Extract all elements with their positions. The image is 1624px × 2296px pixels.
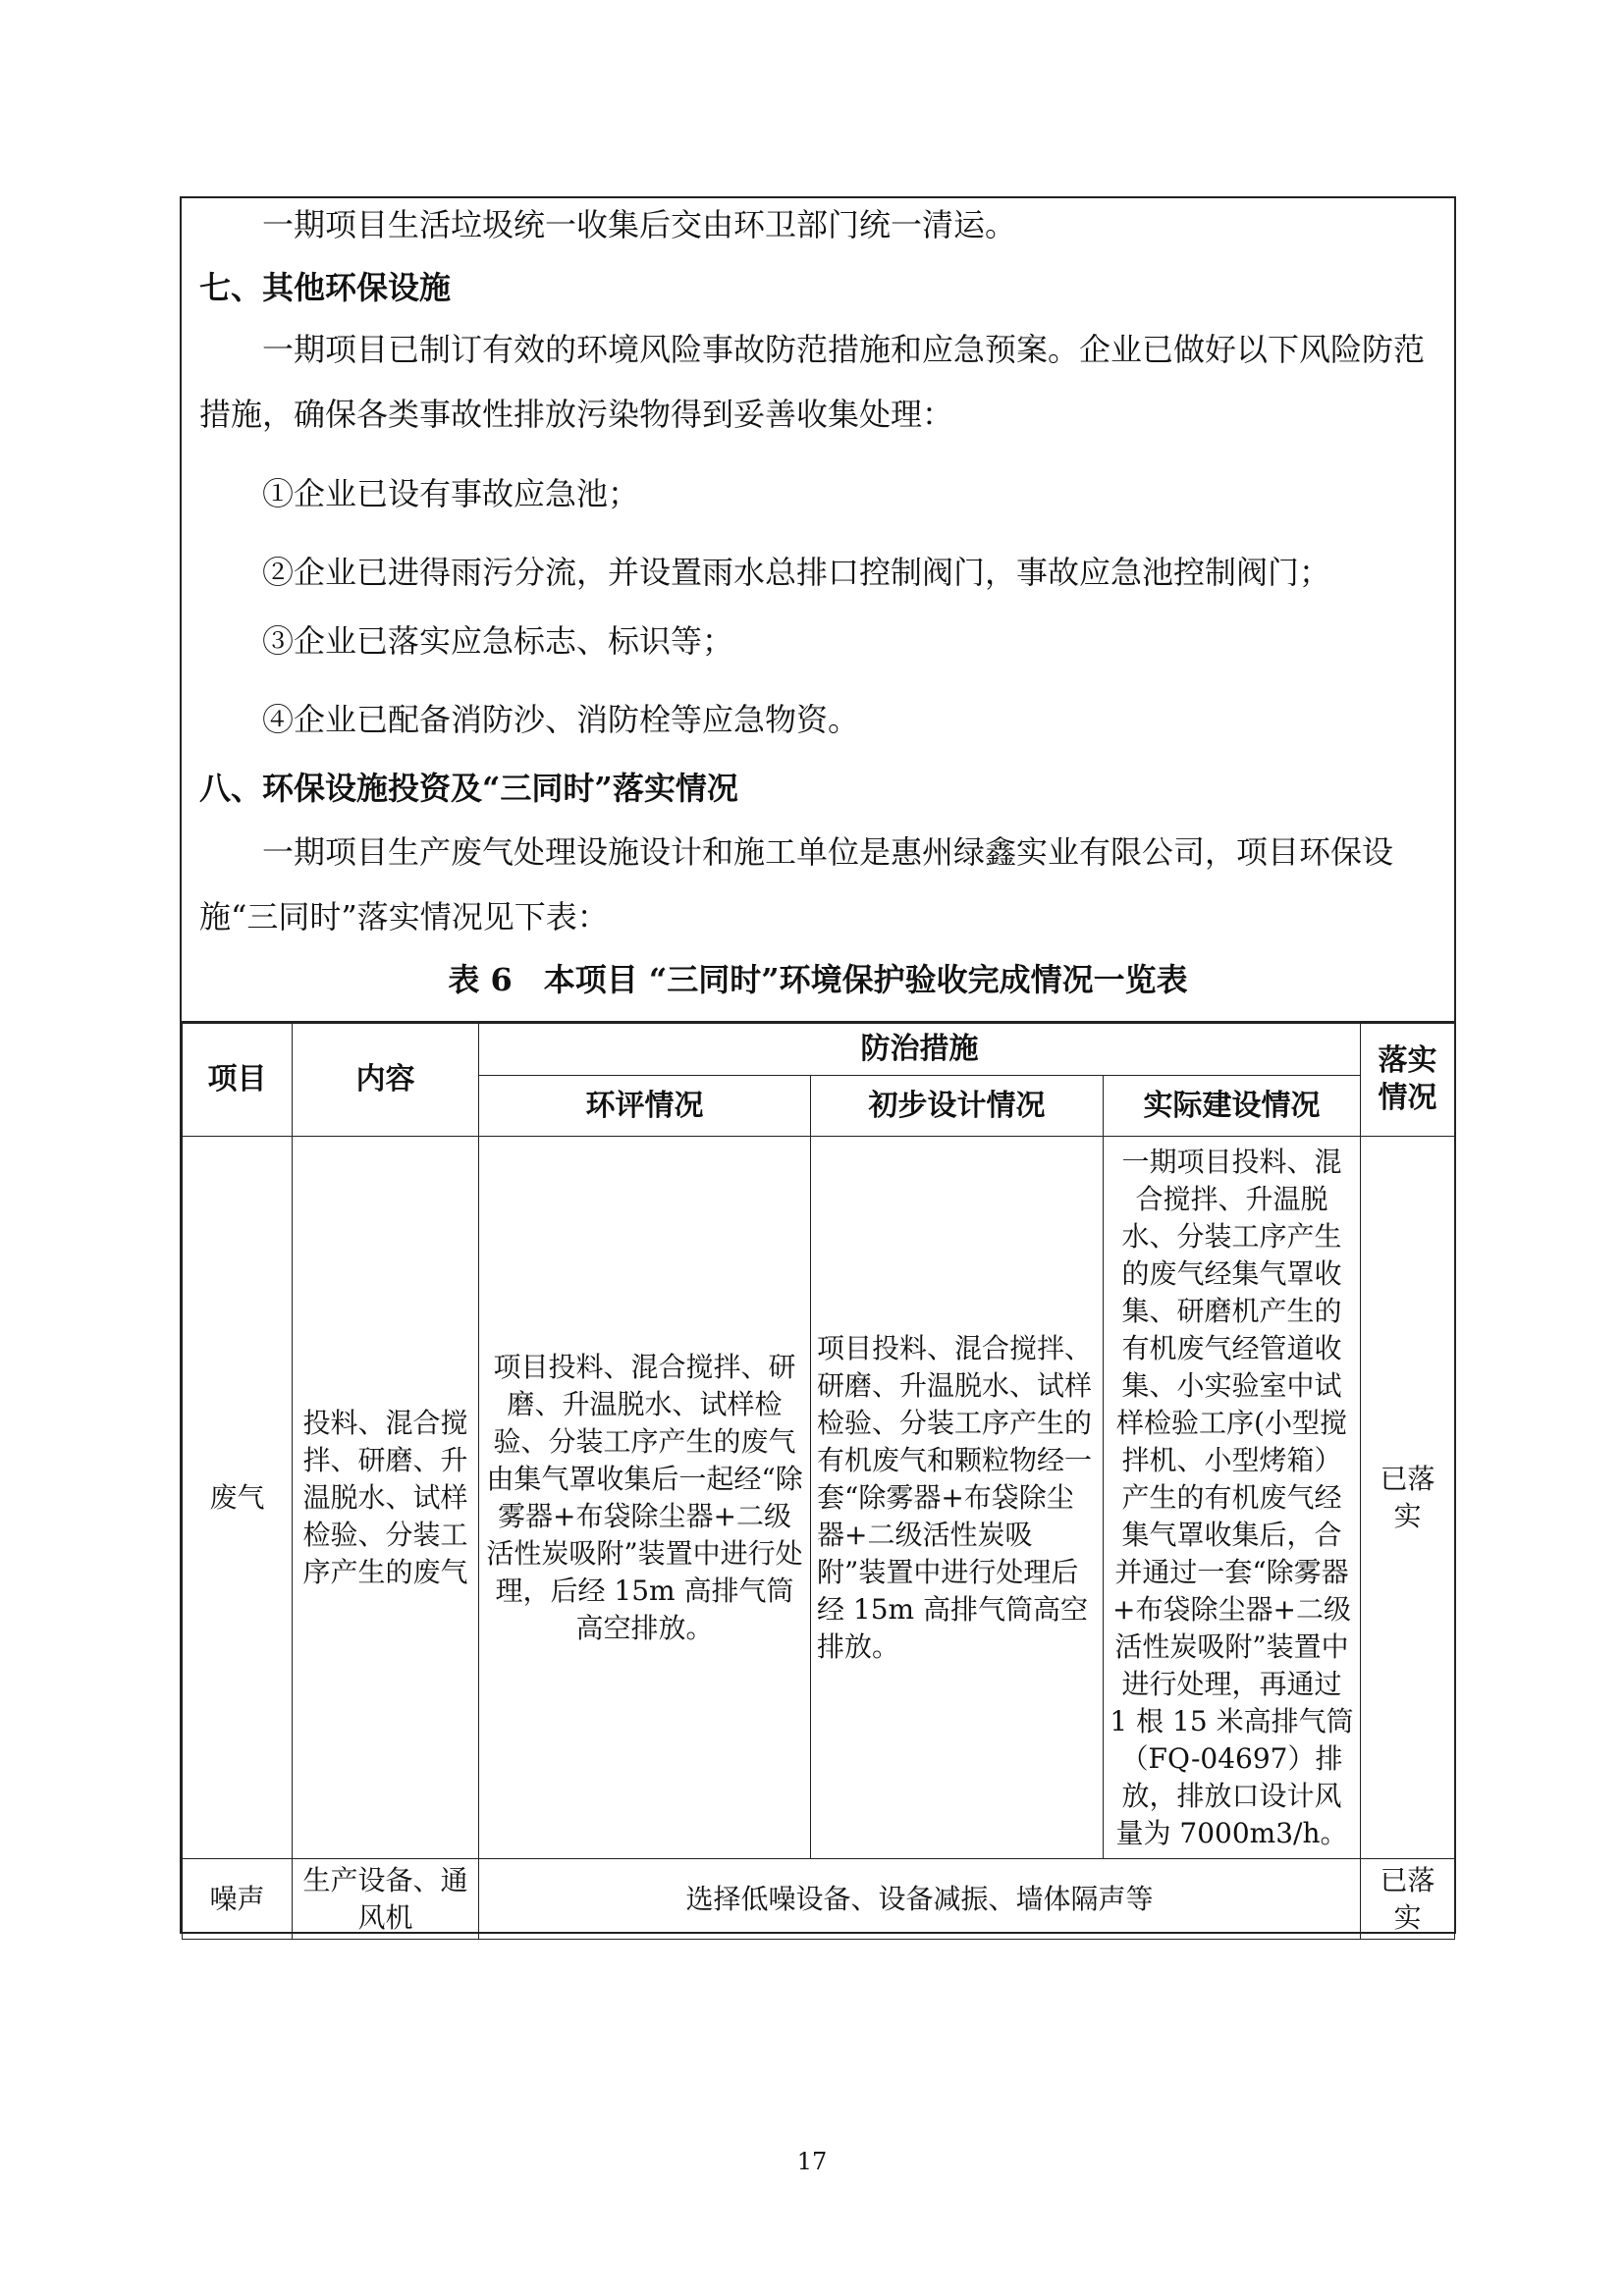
page-number: 17: [796, 2148, 828, 2175]
acceptance-table: [182, 1021, 1455, 1940]
cell-eia: 项目投料、混合搅拌、研磨、升温脱水、试样检验、分装工序产生的废气由集气罩收集后一起经“除雾器+布袋除尘器+二级活性炭吸附”装置中进行处理，后经 15m 高排气筒高空排放。: [479, 1137, 811, 1859]
cell-actual: 一期项目投料、混合搅拌、升温脱水、分装工序产生的废气经集气罩收集、研磨机产生的有机废气经管道收集、小实验室中试样检验工序(小型搅拌机、小型烤箱）产生的有机废气经集气罩收集后，合并通过一套“除雾器+布袋除尘器+二级活性炭吸附”装置中进行处理，再通过 1 根 15 米高排气筒（FQ-04697）排放，排放口设计风量为 7000m3/h。: [1104, 1137, 1361, 1859]
header-actual: 实际建设情况: [1104, 1076, 1361, 1137]
paragraph-risk-measures: 一期项目已制订有效的环境风险事故防范措施和应急预案。企业已做好以下风险防范措施，确保各类事故性排放污染物得到妥善收集处理：: [199, 331, 1426, 433]
paragraph-garbage: 一期项目生活垃圾统一收集后交由环卫部门统一清运。: [262, 206, 1017, 243]
table-row: [183, 1137, 1455, 1859]
list-item-3: ③企业已落实应急标志、标识等；: [262, 622, 734, 660]
cell-item: 废气: [183, 1137, 293, 1859]
header-status: 落实情况: [1361, 1023, 1455, 1137]
list-item-4: ④企业已配备消防沙、消防栓等应急物资。: [262, 701, 860, 738]
header-design: 初步设计情况: [811, 1076, 1104, 1137]
cell-measures: 选择低噪设备、设备减振、墙体隔声等: [479, 1859, 1361, 1940]
header-measures: 防治措施: [479, 1023, 1361, 1076]
list-item-2: ②企业已进得雨污分流，并设置雨水总排口控制阀门，事故应急池控制阀门；: [262, 554, 1331, 591]
paragraph-investment: 一期项目生产废气处理设施设计和施工单位是惠州绿鑫实业有限公司，项目环保设施“三同时”落实情况见下表：: [199, 833, 1394, 935]
cell-design: 项目投料、混合搅拌、研磨、升温脱水、试样检验、分装工序产生的有机废气和颗粒物经一套“除雾器+布袋除尘器+二级活性炭吸附”装置中进行处理后经 15m 高排气筒高空排放。: [811, 1137, 1104, 1859]
cell-content: 生产设备、通风机: [293, 1859, 479, 1940]
table-caption: 表 6 本项目 “三同时”环境保护验收完成情况一览表: [448, 961, 1188, 998]
cell-status: 已落实: [1361, 1137, 1455, 1859]
header-item: 项目: [183, 1023, 293, 1137]
header-eia: 环评情况: [479, 1076, 811, 1137]
header-row-1: [183, 1023, 1455, 1076]
cell-item: 噪声: [183, 1859, 293, 1940]
list-item-1: ①企业已设有事故应急池；: [262, 475, 640, 512]
cell-status: 已落实: [1361, 1859, 1455, 1940]
header-content: 内容: [293, 1023, 479, 1137]
section-heading-8: 八、环保设施投资及“三同时”落实情况: [199, 770, 738, 807]
table-row: [183, 1859, 1455, 1940]
cell-content: 投料、混合搅拌、研磨、升温脱水、试样检验、分装工序产生的废气: [293, 1137, 479, 1859]
section-heading-7: 七、其他环保设施: [199, 269, 452, 306]
